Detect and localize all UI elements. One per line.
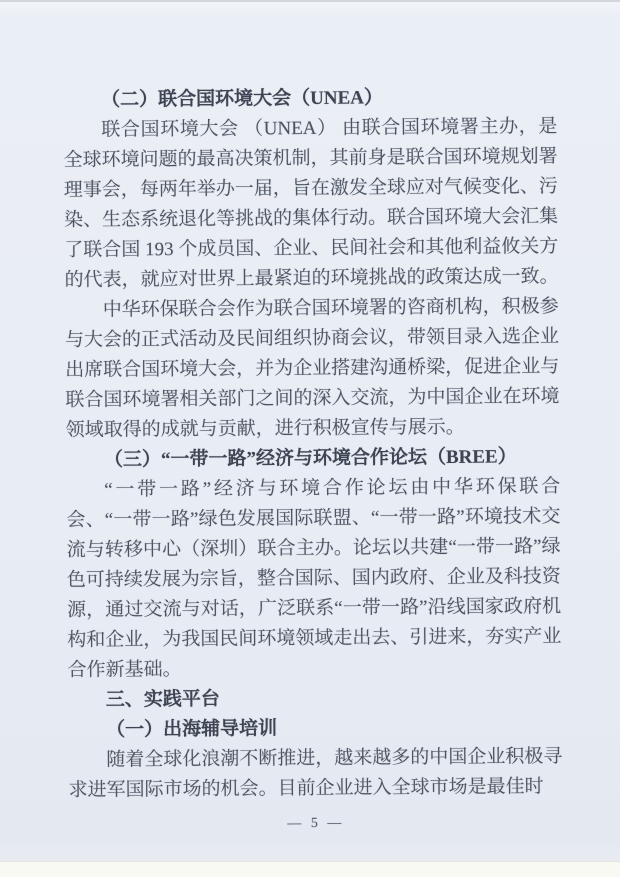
paragraph-unea-overview: 联合国环境大会 （UNEA） 由联合国环境署主办，是全球环境问题的最高决策机制，其前身是联合国环境规划署理事会，每两年举办一届，旨在激发全球应对气候变化、污染、生态系统退化等挑战的集体行动。联合国环境大会汇集了联合国 193 个成员国、企业、民间社会和其他利益攸关方的代表，就应对世界上最紧迫的环境挑战的政策达成一致。 [63,116,559,291]
section-heading-bree: （三）“一带一路”经济与环境合作论坛（BREE） [103,446,517,471]
section-heading-practice-platform: 三、实践平台 [105,688,220,711]
paragraph-acef-unep-role: 中华环保联合会作为联合国环境署的咨商机构，积极参与大会的正式活动及民间组织协商会议，带领目录入选企业出席联合国环境大会，并为企业搭建沟通桥梁，促进企业与联合国环境署相关部门之间的深入交流，为中国企业在环境领域取得的成就与贡献，进行积极宣传与展示。 [64,296,560,441]
section-heading-unea: （二）联合国环境大会（UNEA） [101,87,384,111]
scan-bottom-edge [0,861,620,877]
paragraph-bree-overview: “一带一路”经济与环境合作论坛由中华环保联合会、“一带一路”绿色发展国际联盟、“一带一路”环境技术交流与转移中心（深圳）联合主办。论坛以共建“一带一路”绿色可持续发展为宗旨，整合国际、国内政府、企业及科技资源，通过交流与对话，广泛联系“一带一路”沿线国家政府机构和企业，为我国民间环境领域走出去、引进来，夯实产业合作新基础。 [66,476,562,681]
page-number: — 5 — [287,815,345,832]
document-content [63,82,563,841]
section-heading-overseas-training: （一）出海辅导培训 [105,718,278,741]
scan-top-edge [0,0,620,2]
paragraph-globalization-intro: 随着全球化浪潮不断推进，越来越多的中国企业积极寻求进军国际市场的机会。目前企业进入全球市场是最佳时 [68,746,563,801]
